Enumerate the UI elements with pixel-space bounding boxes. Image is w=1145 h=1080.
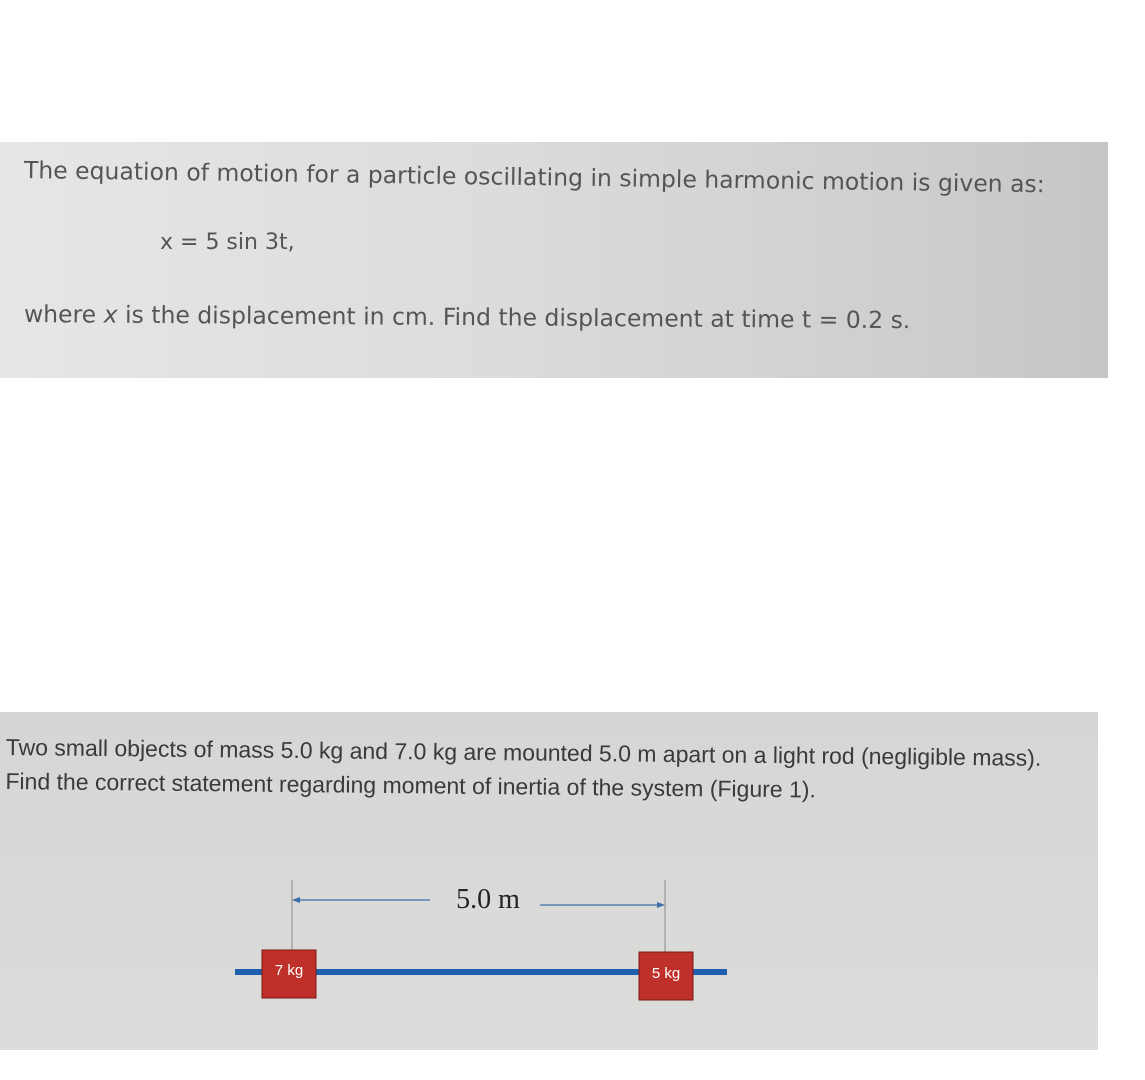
mass-right-label: 5 kg xyxy=(651,965,681,982)
distance-label: 5.0 m xyxy=(456,884,520,915)
problem-2-panel xyxy=(0,712,1098,1050)
question-suffix: is the displacement in cm. Find the displacement at time t = 0.2 s. xyxy=(117,300,911,335)
question-variable: x xyxy=(103,300,118,329)
question-prefix: where xyxy=(23,300,104,329)
arrowhead-left xyxy=(292,897,300,903)
mass-left-label: 7 kg xyxy=(274,962,304,979)
problem-2-statement: Two small objects of mass 5.0 kg and 7.0 kg are mounted 5.0 m apart on a light rod (negligible mass). Find the correct statement regarding moment of inertia of the system (Figure 1). xyxy=(5,733,1042,803)
problem-1-panel xyxy=(0,142,1108,378)
rod-figure xyxy=(0,712,1098,1050)
problem-1-statement: The equation of motion for a particle oscillating in simple harmonic motion is given as: xyxy=(23,156,1045,199)
problem-1-equation: x = 5 sin 3t, xyxy=(160,230,295,255)
problem-1-question xyxy=(24,300,911,334)
arrowhead-right xyxy=(657,902,665,908)
